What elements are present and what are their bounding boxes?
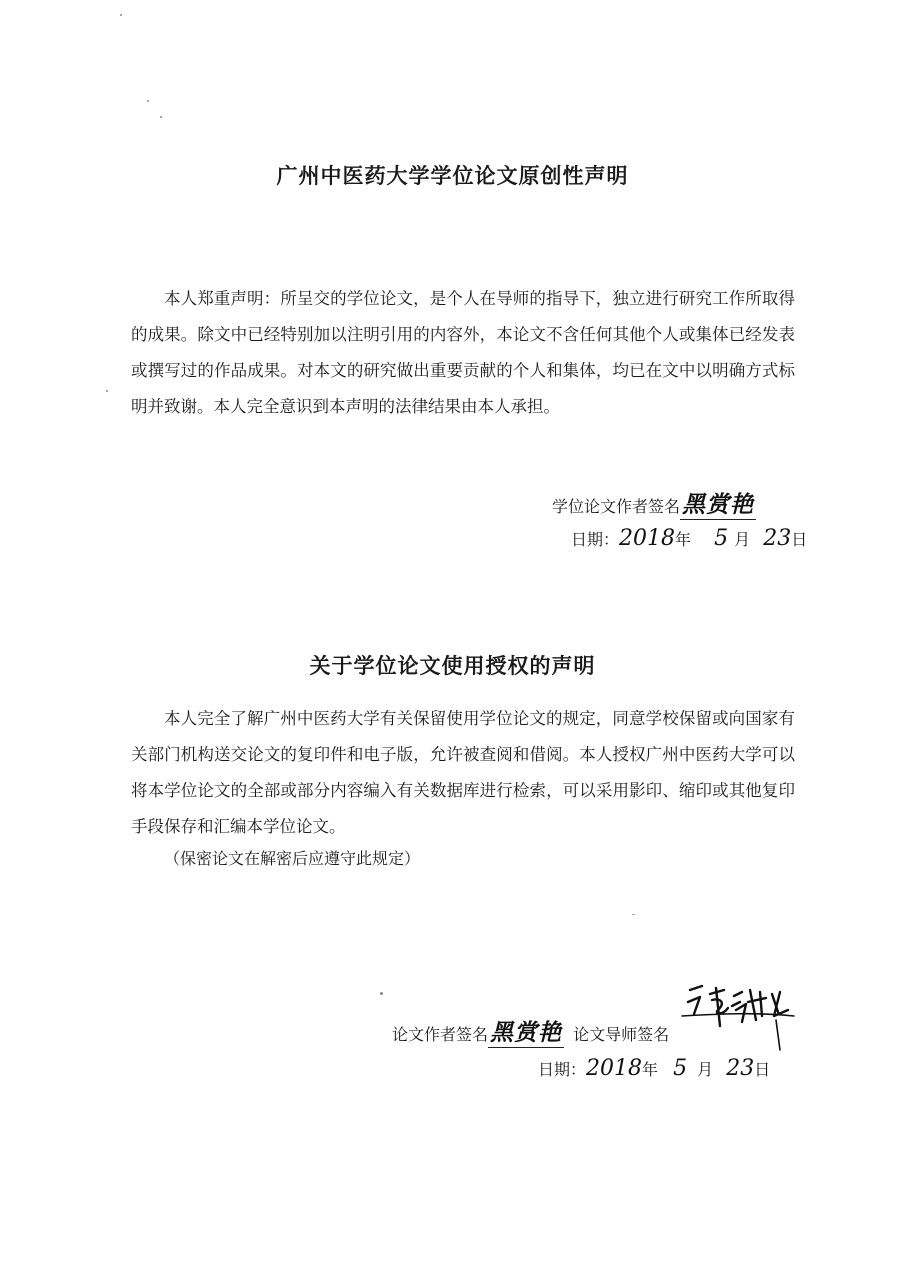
date-month-handwritten: 5 — [714, 526, 729, 551]
date-year-unit: 年 — [642, 1060, 659, 1079]
author-signature-label: 论文作者签名 — [392, 1025, 489, 1044]
date-month-handwritten: 5 — [673, 1056, 688, 1081]
date-month-unit: 月 — [697, 1060, 714, 1079]
date-year-unit: 年 — [675, 530, 692, 549]
authorization-signature-line — [392, 1014, 669, 1048]
date-day-unit: 日 — [754, 1060, 771, 1079]
date-day-unit: 日 — [791, 530, 808, 549]
author-handwritten-signature: 黑赏艳 — [488, 1014, 564, 1048]
authorization-body: 本人完全了解广州中医药大学有关保留使用学位论文的规定，同意学校保留或向国家有关部门机构送交论文的复印件和电子版，允许被查阅和借阅。本人授权广州中医药大学可以将本学位论文的全部或部分内容编入有关数据库进行检索，可以采用影印、缩印或其他复印手段保存和汇编本学位论文。 — [131, 709, 795, 836]
scan-speck — [147, 100, 149, 102]
confidentiality-note: （保密论文在解密后应遵守此规定） — [164, 849, 421, 868]
date-day-handwritten: 23 — [726, 1056, 755, 1081]
scan-speck — [120, 14, 122, 16]
scan-speck — [632, 914, 635, 915]
scan-speck — [380, 992, 383, 995]
date-year-handwritten: 2018 — [586, 1056, 643, 1081]
advisor-signature-label: 论文导师签名 — [573, 1025, 670, 1044]
scan-speck — [106, 390, 108, 392]
scan-speck — [160, 116, 162, 118]
declaration-title: 广州中医药大学学位论文原创性声明 — [276, 164, 629, 188]
declaration-body: 本人郑重声明：所呈交的学位论文，是个人在导师的指导下，独立进行研究工作所取得的成果。除文中已经特别加以注明引用的内容外，本论文不含任何其他个人或集体已经发表或撰写过的作品成果。对本文的研究做出重要贡献的个人和集体，均已在文中以明确方式标明并致谢。本人完全意识到本声明的法律结果由本人承担。 — [131, 289, 795, 416]
author-handwritten-signature: 黑赏艳 — [680, 486, 756, 520]
declaration-signature-line — [552, 486, 756, 520]
author-signature-label: 学位论文作者签名 — [552, 497, 681, 516]
authorization-title: 关于学位论文使用授权的声明 — [309, 654, 596, 678]
authorization-date-line — [538, 1056, 770, 1081]
date-month-unit: 月 — [734, 530, 751, 549]
date-label: 日期： — [538, 1060, 587, 1079]
date-year-handwritten: 2018 — [619, 526, 676, 551]
advisor-handwritten-signature — [676, 980, 801, 1052]
declaration-date-line — [571, 526, 807, 551]
date-day-handwritten: 23 — [763, 526, 792, 551]
date-label: 日期： — [571, 530, 620, 549]
